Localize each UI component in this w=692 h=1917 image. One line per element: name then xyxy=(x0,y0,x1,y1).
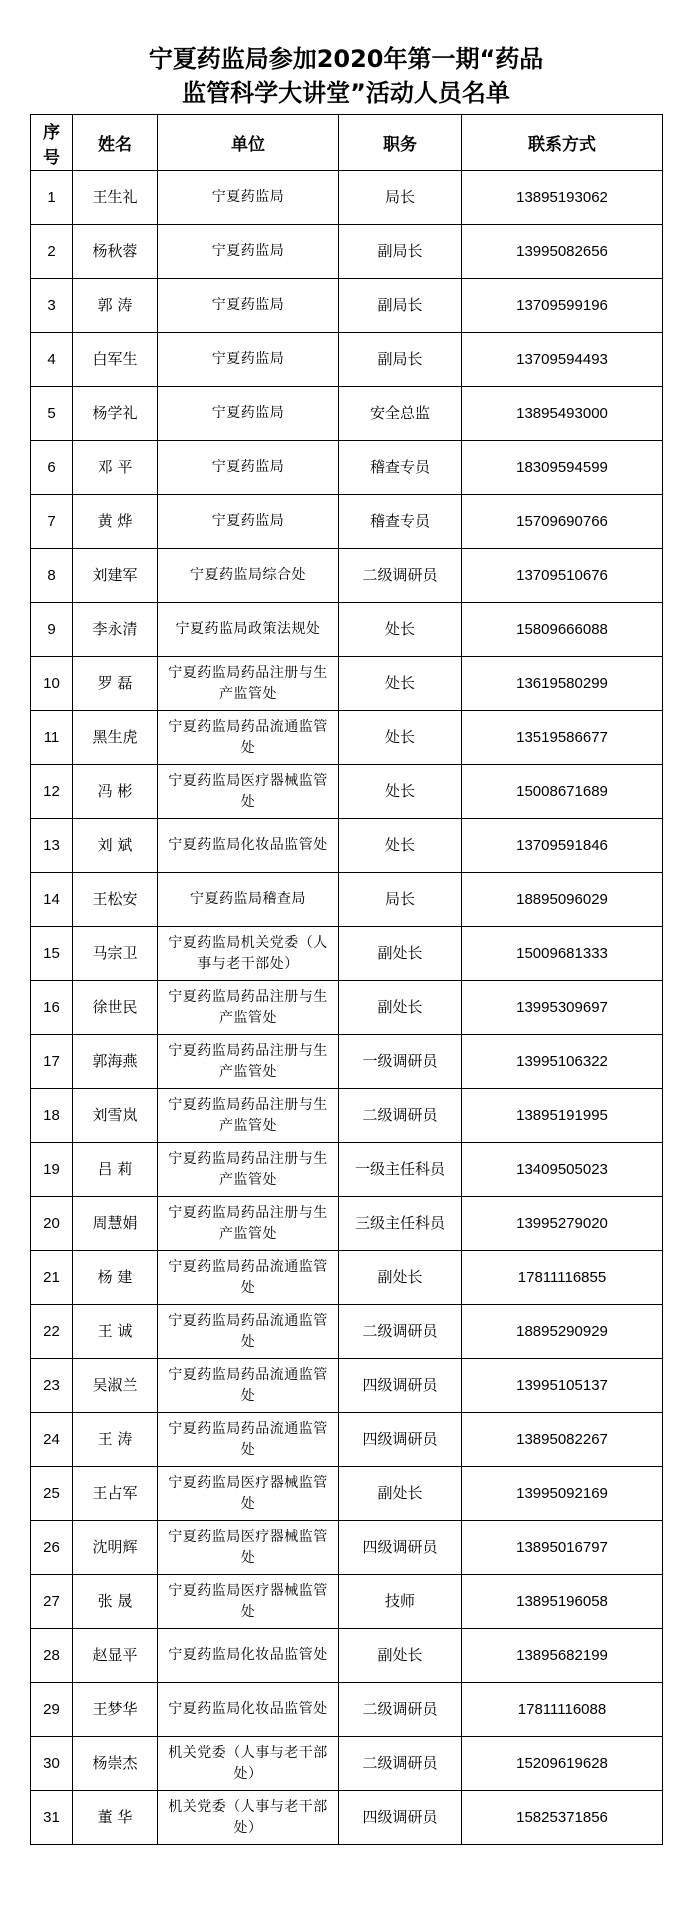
row-unit: 宁夏药监局化妆品监管处 xyxy=(158,819,339,873)
row-phone: 13895191995 xyxy=(462,1089,663,1143)
row-name: 邓 平 xyxy=(73,441,158,495)
row-index: 20 xyxy=(31,1197,73,1251)
row-unit: 宁夏药监局稽查局 xyxy=(158,873,339,927)
row-phone: 13709599196 xyxy=(462,279,663,333)
row-name: 黑生虎 xyxy=(73,711,158,765)
row-phone: 18895096029 xyxy=(462,873,663,927)
row-position: 副处长 xyxy=(339,1629,462,1683)
row-position: 稽查专员 xyxy=(339,441,462,495)
row-unit: 宁夏药监局医疗器械监管处 xyxy=(158,1521,339,1575)
row-name: 王松安 xyxy=(73,873,158,927)
row-phone: 18895290929 xyxy=(462,1305,663,1359)
row-unit: 宁夏药监局药品注册与生产监管处 xyxy=(158,657,339,711)
table-row xyxy=(31,1359,663,1413)
row-position: 二级调研员 xyxy=(339,549,462,603)
row-index: 21 xyxy=(31,1251,73,1305)
row-name: 杨秋蓉 xyxy=(73,225,158,279)
row-index: 25 xyxy=(31,1467,73,1521)
row-phone: 13895016797 xyxy=(462,1521,663,1575)
table-row xyxy=(31,603,663,657)
table-row xyxy=(31,1575,663,1629)
row-position: 处长 xyxy=(339,819,462,873)
table-row xyxy=(31,819,663,873)
table-row xyxy=(31,1035,663,1089)
row-phone: 13995106322 xyxy=(462,1035,663,1089)
row-phone: 13709591846 xyxy=(462,819,663,873)
row-index: 31 xyxy=(31,1791,73,1845)
row-position: 二级调研员 xyxy=(339,1089,462,1143)
row-unit: 宁夏药监局 xyxy=(158,495,339,549)
row-position: 安全总监 xyxy=(339,387,462,441)
row-phone: 13995092169 xyxy=(462,1467,663,1521)
row-index: 15 xyxy=(31,927,73,981)
row-position: 二级调研员 xyxy=(339,1683,462,1737)
row-name: 周慧娟 xyxy=(73,1197,158,1251)
row-position: 一级主任科员 xyxy=(339,1143,462,1197)
row-unit: 宁夏药监局政策法规处 xyxy=(158,603,339,657)
row-phone: 13895082267 xyxy=(462,1413,663,1467)
row-position: 四级调研员 xyxy=(339,1413,462,1467)
row-position: 副处长 xyxy=(339,927,462,981)
row-position: 局长 xyxy=(339,873,462,927)
row-phone: 13409505023 xyxy=(462,1143,663,1197)
table-row xyxy=(31,1305,663,1359)
row-phone: 17811116088 xyxy=(462,1683,663,1737)
table-row xyxy=(31,333,663,387)
row-unit: 宁夏药监局 xyxy=(158,279,339,333)
row-phone: 13709594493 xyxy=(462,333,663,387)
row-position: 四级调研员 xyxy=(339,1359,462,1413)
row-index: 29 xyxy=(31,1683,73,1737)
row-index: 24 xyxy=(31,1413,73,1467)
row-name: 吕 莉 xyxy=(73,1143,158,1197)
table-row xyxy=(31,765,663,819)
document-title xyxy=(0,42,692,110)
roster-body xyxy=(31,171,663,1845)
table-row xyxy=(31,1791,663,1845)
table-row xyxy=(31,441,663,495)
table-row xyxy=(31,981,663,1035)
row-phone: 13995309697 xyxy=(462,981,663,1035)
row-index: 12 xyxy=(31,765,73,819)
row-phone: 15809666088 xyxy=(462,603,663,657)
row-phone: 13519586677 xyxy=(462,711,663,765)
row-index: 7 xyxy=(31,495,73,549)
row-index: 30 xyxy=(31,1737,73,1791)
roster-table xyxy=(30,114,663,1845)
table-row xyxy=(31,927,663,981)
row-position: 技师 xyxy=(339,1575,462,1629)
row-position: 副局长 xyxy=(339,225,462,279)
table-row xyxy=(31,549,663,603)
row-name: 李永清 xyxy=(73,603,158,657)
header-name: 姓名 xyxy=(73,115,158,171)
row-name: 刘建军 xyxy=(73,549,158,603)
table-row xyxy=(31,1143,663,1197)
row-unit: 宁夏药监局药品流通监管处 xyxy=(158,1251,339,1305)
row-position: 处长 xyxy=(339,711,462,765)
row-unit: 宁夏药监局药品流通监管处 xyxy=(158,711,339,765)
row-unit: 宁夏药监局化妆品监管处 xyxy=(158,1683,339,1737)
row-name: 王生礼 xyxy=(73,171,158,225)
row-unit: 机关党委（人事与老干部处） xyxy=(158,1791,339,1845)
row-unit: 宁夏药监局医疗器械监管处 xyxy=(158,765,339,819)
row-phone: 15209619628 xyxy=(462,1737,663,1791)
row-position: 处长 xyxy=(339,765,462,819)
row-position: 处长 xyxy=(339,603,462,657)
row-position: 稽查专员 xyxy=(339,495,462,549)
row-phone: 13895193062 xyxy=(462,171,663,225)
row-name: 郭 涛 xyxy=(73,279,158,333)
row-position: 副局长 xyxy=(339,279,462,333)
row-index: 19 xyxy=(31,1143,73,1197)
row-phone: 18309594599 xyxy=(462,441,663,495)
row-phone: 13895493000 xyxy=(462,387,663,441)
row-position: 二级调研员 xyxy=(339,1305,462,1359)
row-unit: 宁夏药监局药品流通监管处 xyxy=(158,1359,339,1413)
row-index: 22 xyxy=(31,1305,73,1359)
row-unit: 宁夏药监局机关党委（人事与老干部处） xyxy=(158,927,339,981)
table-row xyxy=(31,279,663,333)
row-index: 8 xyxy=(31,549,73,603)
row-unit: 宁夏药监局药品流通监管处 xyxy=(158,1305,339,1359)
table-row xyxy=(31,495,663,549)
row-name: 王 诚 xyxy=(73,1305,158,1359)
table-row xyxy=(31,1251,663,1305)
header-row xyxy=(31,115,663,171)
row-index: 1 xyxy=(31,171,73,225)
row-position: 四级调研员 xyxy=(339,1791,462,1845)
row-position: 副处长 xyxy=(339,1251,462,1305)
row-index: 16 xyxy=(31,981,73,1035)
row-index: 17 xyxy=(31,1035,73,1089)
header-index: 序号 xyxy=(31,115,73,171)
title-line-1: 宁夏药监局参加2020年第一期“药品 xyxy=(148,45,544,73)
table-row xyxy=(31,873,663,927)
row-index: 10 xyxy=(31,657,73,711)
row-name: 冯 彬 xyxy=(73,765,158,819)
row-index: 5 xyxy=(31,387,73,441)
header-unit: 单位 xyxy=(158,115,339,171)
row-phone: 17811116855 xyxy=(462,1251,663,1305)
row-position: 局长 xyxy=(339,171,462,225)
row-unit: 宁夏药监局药品注册与生产监管处 xyxy=(158,1197,339,1251)
row-index: 27 xyxy=(31,1575,73,1629)
row-name: 沈明辉 xyxy=(73,1521,158,1575)
header-position: 职务 xyxy=(339,115,462,171)
row-name: 罗 磊 xyxy=(73,657,158,711)
row-unit: 宁夏药监局药品注册与生产监管处 xyxy=(158,1035,339,1089)
row-index: 28 xyxy=(31,1629,73,1683)
row-index: 11 xyxy=(31,711,73,765)
row-phone: 13619580299 xyxy=(462,657,663,711)
row-unit: 宁夏药监局药品流通监管处 xyxy=(158,1413,339,1467)
row-index: 3 xyxy=(31,279,73,333)
row-unit: 宁夏药监局药品注册与生产监管处 xyxy=(158,1143,339,1197)
row-name: 黄 烨 xyxy=(73,495,158,549)
row-name: 董 华 xyxy=(73,1791,158,1845)
row-position: 处长 xyxy=(339,657,462,711)
table-row xyxy=(31,1089,663,1143)
title-line-2: 监管科学大讲堂”活动人员名单 xyxy=(182,79,510,107)
row-index: 9 xyxy=(31,603,73,657)
row-position: 四级调研员 xyxy=(339,1521,462,1575)
row-position: 二级调研员 xyxy=(339,1737,462,1791)
row-phone: 13895682199 xyxy=(462,1629,663,1683)
row-unit: 宁夏药监局药品注册与生产监管处 xyxy=(158,1089,339,1143)
row-unit: 宁夏药监局 xyxy=(158,333,339,387)
header-contact: 联系方式 xyxy=(462,115,663,171)
row-name: 赵显平 xyxy=(73,1629,158,1683)
row-name: 杨崇杰 xyxy=(73,1737,158,1791)
row-name: 吴淑兰 xyxy=(73,1359,158,1413)
row-position: 一级调研员 xyxy=(339,1035,462,1089)
table-row xyxy=(31,657,663,711)
row-unit: 宁夏药监局 xyxy=(158,441,339,495)
row-position: 副处长 xyxy=(339,1467,462,1521)
row-index: 23 xyxy=(31,1359,73,1413)
table-row xyxy=(31,1467,663,1521)
row-position: 副局长 xyxy=(339,333,462,387)
table-row xyxy=(31,1197,663,1251)
row-index: 14 xyxy=(31,873,73,927)
row-unit: 宁夏药监局医疗器械监管处 xyxy=(158,1467,339,1521)
row-phone: 13895196058 xyxy=(462,1575,663,1629)
row-unit: 宁夏药监局化妆品监管处 xyxy=(158,1629,339,1683)
row-phone: 15709690766 xyxy=(462,495,663,549)
row-name: 杨学礼 xyxy=(73,387,158,441)
row-phone: 15008671689 xyxy=(462,765,663,819)
row-name: 王占军 xyxy=(73,1467,158,1521)
row-name: 张 晟 xyxy=(73,1575,158,1629)
row-index: 13 xyxy=(31,819,73,873)
row-unit: 宁夏药监局综合处 xyxy=(158,549,339,603)
row-index: 2 xyxy=(31,225,73,279)
row-name: 徐世民 xyxy=(73,981,158,1035)
row-phone: 15009681333 xyxy=(462,927,663,981)
row-name: 刘雪岚 xyxy=(73,1089,158,1143)
row-phone: 15825371856 xyxy=(462,1791,663,1845)
table-row xyxy=(31,1521,663,1575)
table-row xyxy=(31,1737,663,1791)
row-position: 副处长 xyxy=(339,981,462,1035)
row-unit: 宁夏药监局 xyxy=(158,225,339,279)
row-name: 王梦华 xyxy=(73,1683,158,1737)
row-position: 三级主任科员 xyxy=(339,1197,462,1251)
table-row xyxy=(31,171,663,225)
table-row xyxy=(31,1683,663,1737)
row-index: 6 xyxy=(31,441,73,495)
row-index: 4 xyxy=(31,333,73,387)
row-unit: 机关党委（人事与老干部处） xyxy=(158,1737,339,1791)
row-name: 郭海燕 xyxy=(73,1035,158,1089)
table-row xyxy=(31,1629,663,1683)
table-row xyxy=(31,225,663,279)
row-unit: 宁夏药监局 xyxy=(158,171,339,225)
row-index: 26 xyxy=(31,1521,73,1575)
row-name: 杨 建 xyxy=(73,1251,158,1305)
row-name: 王 涛 xyxy=(73,1413,158,1467)
row-phone: 13995082656 xyxy=(462,225,663,279)
row-phone: 13995105137 xyxy=(462,1359,663,1413)
row-unit: 宁夏药监局 xyxy=(158,387,339,441)
row-unit: 宁夏药监局医疗器械监管处 xyxy=(158,1575,339,1629)
row-unit: 宁夏药监局药品注册与生产监管处 xyxy=(158,981,339,1035)
row-phone: 13995279020 xyxy=(462,1197,663,1251)
row-name: 白军生 xyxy=(73,333,158,387)
table-row xyxy=(31,1413,663,1467)
table-row xyxy=(31,387,663,441)
row-name: 刘 斌 xyxy=(73,819,158,873)
row-index: 18 xyxy=(31,1089,73,1143)
table-row xyxy=(31,711,663,765)
row-name: 马宗卫 xyxy=(73,927,158,981)
row-phone: 13709510676 xyxy=(462,549,663,603)
